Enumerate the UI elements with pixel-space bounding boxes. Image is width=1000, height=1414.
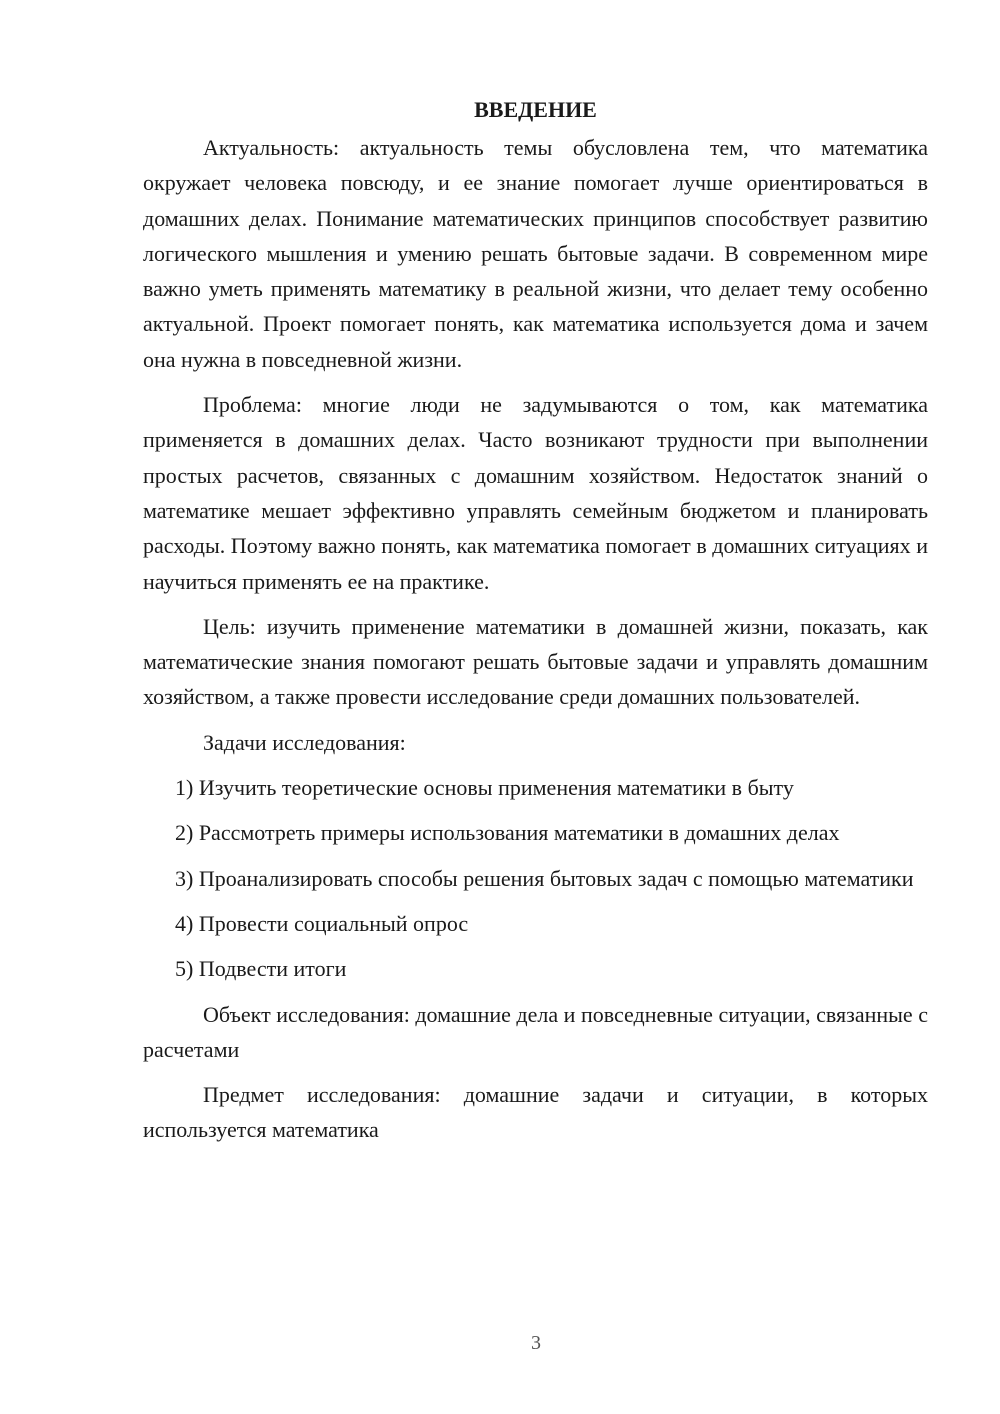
task-item: 2) Рассмотреть примеры использования математики в домашних делах xyxy=(175,820,840,846)
paragraph-problem: Проблема: многие люди не задумываются о том, как математика применяется в домашних делах. Часто возникают трудности при выполнении простых расчетов, связанных с домашним хозяйством. Недостаток знаний о математике мешает эффективно управлять семейным бюджетом и планировать расходы. Поэтому важно понять, как математика помогает в домашних ситуациях и научиться применять ее на практике. xyxy=(143,392,928,594)
task-item: 4) Провести социальный опрос xyxy=(175,910,469,936)
paragraph-subject: Предмет исследования: домашние задачи и ситуации, в которых используется математика xyxy=(143,1082,928,1143)
paragraph-relevance: Актуальность: актуальность темы обусловлена тем, что математика окружает человека повсюду, и ее знание помогает лучше ориентироваться в домашних делах. Понимание математических принципов способствует развитию логического мышления и умению решать бытовые задачи. В современном мире важно уметь применять математику в реальной жизни, что делает тему особенно актуальной. Проект помогает понять, как математика используется дома и зачем она нужна в повседневной жизни. xyxy=(143,135,928,372)
document-page xyxy=(143,92,928,1158)
page-number: 3 xyxy=(531,1332,541,1354)
task-item: 1) Изучить теоретические основы применения математики в быту xyxy=(175,775,794,801)
paragraph-object: Объект исследования: домашние дела и повседневные ситуации, связанные с расчетами xyxy=(143,1001,928,1062)
section-title: ВВЕДЕНИЕ xyxy=(474,97,597,122)
task-item: 3) Проанализировать способы решения бытовых задач с помощью математики xyxy=(175,865,914,891)
tasks-heading: Задачи исследования: xyxy=(203,729,406,755)
paragraph-goal: Цель: изучить применение математики в домашней жизни, показать, как математические знания помогают решать бытовые задачи и управлять домашним хозяйством, а также провести исследование среди домашних пользователей. xyxy=(143,613,928,710)
task-item: 5) Подвести итоги xyxy=(175,956,347,982)
